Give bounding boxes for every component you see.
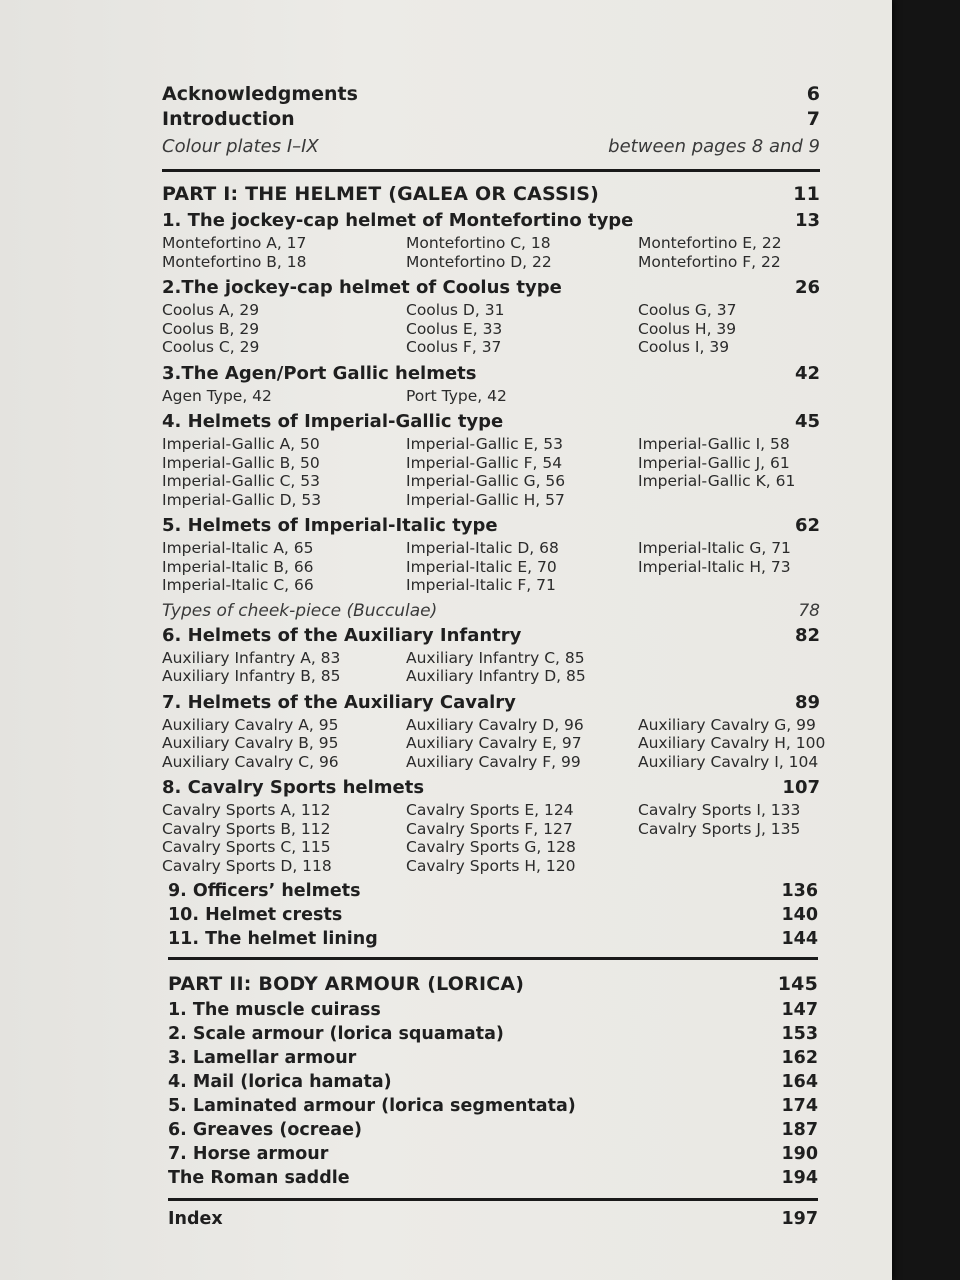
entry-page: 190 — [781, 1144, 818, 1164]
subentry: Imperial-Gallic D, 53 — [162, 490, 322, 509]
subentry: Coolus H, 39 — [638, 319, 737, 338]
subentry: Imperial-Italic E, 70 — [406, 557, 557, 576]
subentry: Port Type, 42 — [406, 386, 507, 405]
entry-title: Types of cheek-piece (Bucculae) — [162, 600, 438, 621]
subentry-grid — [162, 649, 820, 686]
entry-title: Introduction — [162, 108, 295, 130]
toc-entry — [168, 1046, 818, 1070]
section-title: 8. Cavalry Sports helmets — [162, 777, 425, 798]
subentry-column — [406, 301, 638, 357]
entry-title: 5. Laminated armour (lorica segmentata) — [168, 1096, 576, 1116]
subentry: Auxiliary Cavalry G, 99 — [638, 715, 816, 734]
subentry-column — [406, 716, 638, 772]
subentry: Cavalry Sports J, 135 — [638, 819, 801, 838]
entry-page: 194 — [781, 1168, 818, 1188]
subentry: Coolus C, 29 — [162, 338, 260, 356]
entry-page: 197 — [781, 1209, 818, 1229]
section-page: 26 — [794, 277, 820, 298]
entry-title: 4. Mail (lorica hamata) — [168, 1072, 392, 1092]
toc-entry-cheek-piece — [162, 599, 820, 623]
entry-page: 162 — [781, 1048, 818, 1068]
subentry: Auxiliary Cavalry A, 95 — [162, 715, 339, 734]
toc-entry — [168, 998, 818, 1022]
section-title: 6. Helmets of the Auxiliary Infantry — [162, 624, 522, 646]
subentry: Auxiliary Cavalry E, 97 — [406, 734, 582, 752]
entry-page: 7 — [806, 108, 820, 130]
section-title: 5. Helmets of Imperial-Italic type — [162, 515, 498, 536]
divider-rule — [168, 1198, 818, 1201]
subentry: Imperial-Gallic A, 50 — [162, 435, 320, 453]
subentry: Montefortino C, 18 — [406, 234, 551, 252]
subentry: Imperial-Italic H, 73 — [638, 557, 791, 576]
subentry: Auxiliary Infantry B, 85 — [162, 667, 341, 685]
divider-rule — [168, 957, 818, 960]
subentry: Cavalry Sports F, 127 — [406, 819, 573, 838]
subentry: Cavalry Sports I, 133 — [638, 801, 801, 819]
section-page: 144 — [781, 929, 818, 949]
subentry-column — [638, 649, 820, 686]
subentry: Coolus F, 37 — [406, 338, 502, 356]
part-page: 145 — [777, 973, 818, 995]
subentry-grid — [162, 387, 820, 406]
subentry: Cavalry Sports B, 112 — [162, 819, 331, 838]
subentry-column — [162, 716, 406, 772]
section-heading — [162, 775, 820, 801]
subentry: Imperial-Gallic G, 56 — [406, 472, 566, 490]
subentry-column — [638, 539, 820, 595]
section-heading — [162, 623, 820, 649]
section-page: 107 — [782, 777, 820, 798]
subentry: Auxiliary Infantry A, 83 — [162, 648, 341, 667]
section-page: 45 — [794, 411, 820, 432]
subentry: Cavalry Sports E, 124 — [406, 801, 574, 819]
part-title: PART I: THE HELMET (GALEA OR CASSIS) — [162, 183, 600, 205]
section-title: 2.The jockey-cap helmet of Coolus type — [162, 277, 562, 298]
subentry: Imperial-Italic G, 71 — [638, 539, 791, 557]
subentry: Imperial-Gallic F, 54 — [406, 453, 563, 472]
subentry: Montefortino A, 17 — [162, 234, 307, 252]
subentry: Auxiliary Cavalry F, 99 — [406, 752, 581, 771]
section-heading — [168, 879, 818, 903]
subentry-column — [162, 234, 406, 271]
part-page: 11 — [793, 183, 820, 205]
entry-page: 164 — [781, 1072, 818, 1092]
section-heading — [162, 409, 820, 435]
entry-title: 6. Greaves (ocreae) — [168, 1120, 362, 1140]
section-title: 9. Officers’ helmets — [168, 881, 361, 901]
subentry: Cavalry Sports C, 115 — [162, 838, 331, 856]
entry-title: Acknowledgments — [162, 83, 358, 105]
subentry-column — [162, 387, 406, 406]
section-page: 13 — [794, 210, 820, 231]
entry-page: 6 — [806, 83, 820, 105]
subentry: Imperial-Gallic K, 61 — [638, 472, 796, 490]
subentry: Imperial-Italic D, 68 — [406, 539, 559, 557]
toc-entry-index — [168, 1207, 818, 1231]
entry-title: Index — [168, 1209, 223, 1229]
subentry: Montefortino F, 22 — [638, 252, 781, 271]
entry-page: 174 — [781, 1096, 818, 1116]
subentry: Coolus I, 39 — [638, 338, 730, 356]
subentry-column — [162, 301, 406, 357]
subentry: Cavalry Sports G, 128 — [406, 838, 576, 856]
section-heading — [168, 927, 818, 951]
subentry: Montefortino E, 22 — [638, 234, 782, 252]
subentry-column — [162, 539, 406, 595]
entry-title: 3. Lamellar armour — [168, 1048, 357, 1068]
subentry: Imperial-Italic C, 66 — [162, 576, 314, 594]
subentry-grid — [162, 801, 820, 875]
toc-entry — [168, 1070, 818, 1094]
subentry: Imperial-Gallic I, 58 — [638, 435, 790, 453]
subentry: Auxiliary Infantry D, 85 — [406, 667, 586, 685]
subentry-grid — [162, 715, 826, 772]
section-title: 3.The Agen/Port Gallic helmets — [162, 362, 477, 384]
subentry: Montefortino B, 18 — [162, 252, 307, 271]
subentry: Montefortino D, 22 — [406, 252, 552, 271]
subentry: Coolus B, 29 — [162, 319, 260, 338]
entry-page: 147 — [781, 1000, 818, 1020]
section-page: 42 — [794, 362, 820, 384]
subentry: Coolus G, 37 — [638, 301, 737, 319]
entry-title: The Roman saddle — [168, 1168, 350, 1188]
section-page: 136 — [781, 881, 818, 901]
subentry-column — [406, 801, 638, 875]
section-title: 11. The helmet lining — [168, 929, 378, 949]
subentry: Cavalry Sports A, 112 — [162, 801, 331, 819]
part-heading — [162, 180, 820, 208]
entry-title: 2. Scale armour (lorica squamata) — [168, 1024, 504, 1044]
subentry-column — [162, 649, 406, 686]
section-heading — [162, 361, 820, 387]
section-page: 89 — [794, 691, 820, 713]
subentry: Coolus A, 29 — [162, 301, 260, 319]
subentry: Imperial-Italic B, 66 — [162, 557, 314, 576]
entry-title: 7. Horse armour — [168, 1144, 329, 1164]
subentry-column — [162, 801, 406, 875]
toc-entry-introduction — [162, 107, 820, 132]
subentry-column — [638, 387, 820, 406]
section-title: 1. The jockey-cap helmet of Montefortino type — [162, 210, 634, 231]
section-page: 62 — [794, 515, 820, 536]
subentry: Auxiliary Cavalry I, 104 — [638, 752, 819, 771]
subentry-column — [638, 715, 826, 772]
entry-title: 1. The muscle cuirass — [168, 1000, 381, 1020]
section-title: 7. Helmets of the Auxiliary Cavalry — [162, 691, 516, 713]
toc-entry — [168, 1118, 818, 1142]
table-of-contents — [162, 82, 826, 1231]
section-heading — [168, 903, 818, 927]
subentry: Auxiliary Cavalry C, 96 — [162, 752, 339, 771]
toc-entry — [168, 1094, 818, 1118]
toc-entry — [168, 1022, 818, 1046]
subentry: Agen Type, 42 — [162, 386, 272, 405]
subentry: Coolus D, 31 — [406, 301, 505, 319]
subentry: Cavalry Sports D, 118 — [162, 856, 332, 875]
section-page: 82 — [794, 624, 820, 646]
subentry-column — [638, 435, 820, 509]
subentry-column — [638, 301, 820, 357]
subentry: Auxiliary Cavalry H, 100 — [638, 734, 826, 752]
section-title: 4. Helmets of Imperial-Gallic type — [162, 411, 504, 432]
subentry: Auxiliary Cavalry B, 95 — [162, 734, 339, 752]
part-heading — [168, 970, 818, 998]
entry-page: 78 — [798, 600, 820, 621]
toc-entry — [168, 1166, 818, 1190]
divider-rule — [162, 169, 820, 172]
part-title: PART II: BODY ARMOUR (LORICA) — [168, 973, 525, 995]
simple-sections — [168, 879, 818, 1231]
section-title: 10. Helmet crests — [168, 905, 343, 925]
subentry: Auxiliary Cavalry D, 96 — [406, 715, 584, 734]
section-page: 140 — [781, 905, 818, 925]
section-heading — [162, 690, 820, 716]
toc-entry — [168, 1142, 818, 1166]
subentry-column — [638, 801, 820, 875]
toc-entry-colour-plates — [162, 134, 820, 159]
section-heading — [162, 513, 820, 539]
subentry-column — [406, 649, 638, 686]
subentry: Imperial-Gallic H, 57 — [406, 490, 565, 509]
subentry: Imperial-Italic F, 71 — [406, 576, 556, 594]
subentry-grid — [162, 234, 820, 271]
entry-page: 153 — [781, 1024, 818, 1044]
subentry-column — [406, 435, 638, 509]
subentry: Imperial-Gallic J, 61 — [638, 453, 790, 472]
entry-title: Colour plates I–IX — [162, 136, 319, 157]
subentry-column — [162, 435, 406, 509]
subentry-grid — [162, 539, 820, 595]
subentry: Auxiliary Infantry C, 85 — [406, 648, 585, 667]
subentry-column — [406, 234, 638, 271]
subentry-column — [406, 539, 638, 595]
subentry-grid — [162, 435, 820, 509]
subentry: Coolus E, 33 — [406, 319, 503, 338]
toc-entry-acknowledgments — [162, 82, 820, 107]
section-heading — [162, 275, 820, 301]
subentry: Cavalry Sports H, 120 — [406, 856, 576, 875]
section-heading — [162, 208, 820, 234]
subentry-column — [406, 387, 638, 406]
subentry: Imperial-Gallic E, 53 — [406, 435, 563, 453]
subentry: Imperial-Gallic B, 50 — [162, 453, 320, 472]
entry-page: between pages 8 and 9 — [608, 136, 820, 157]
subentry: Imperial-Italic A, 65 — [162, 539, 314, 557]
subentry: Imperial-Gallic C, 53 — [162, 472, 320, 490]
subentry-grid — [162, 301, 820, 357]
entry-page: 187 — [781, 1120, 818, 1140]
subentry-column — [638, 234, 820, 271]
